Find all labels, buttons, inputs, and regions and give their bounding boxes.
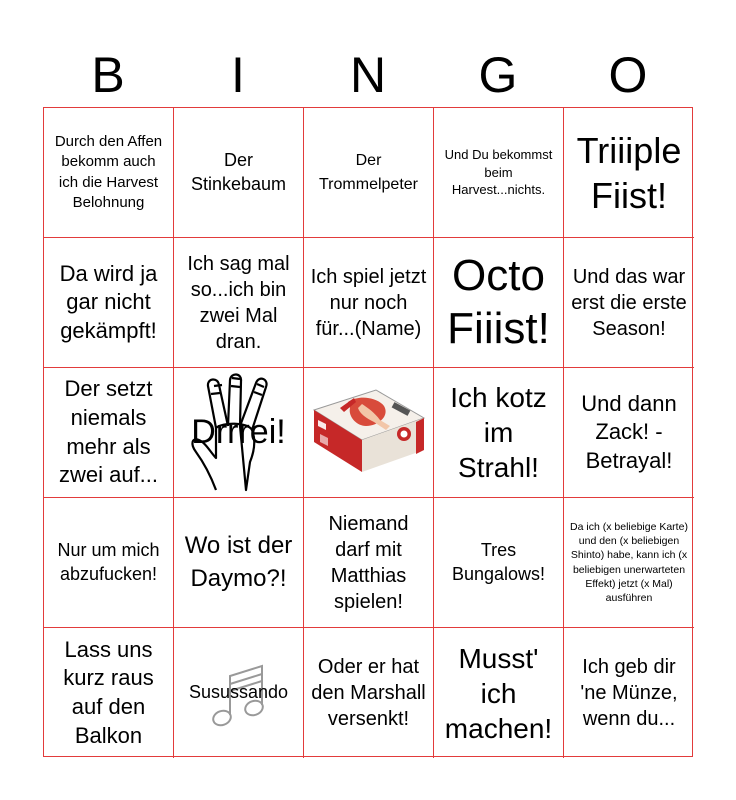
bingo-cell[interactable]: [564, 238, 694, 368]
header-letter-i: I: [231, 47, 245, 103]
cell-text: Wo ist der Daymo?!: [184, 532, 293, 592]
bingo-header: [43, 44, 693, 106]
bingo-cell[interactable]: [44, 498, 174, 628]
bingo-cell[interactable]: [44, 238, 174, 368]
bingo-cell[interactable]: [564, 108, 694, 238]
bingo-cell[interactable]: [44, 368, 174, 498]
bingo-cell[interactable]: [174, 498, 304, 628]
cell-text: Der Trommelpeter: [319, 152, 418, 193]
cell-text: Oder er hat den Marshall versenkt!: [311, 656, 426, 730]
bingo-cell[interactable]: [304, 108, 434, 238]
header-letter-b: B: [91, 47, 125, 103]
cell-text: Ich geb dir 'ne Münze, wenn du...: [580, 656, 678, 730]
cell-text: Octo Fiiist!: [447, 250, 550, 353]
bingo-cell[interactable]: [174, 628, 304, 758]
bingo-cell[interactable]: [174, 238, 304, 368]
cell-text: Niemand darf mit Matthias spielen!: [328, 512, 409, 613]
bingo-cell[interactable]: [434, 498, 564, 628]
bingo-cell[interactable]: [174, 108, 304, 238]
bingo-cell[interactable]: [304, 628, 434, 758]
cell-text: Nur um mich abzufucken!: [57, 540, 160, 584]
cell-text: Musst' ich machen!: [444, 642, 553, 744]
header-letter-n: N: [349, 47, 387, 103]
cell-text: Und dann Zack! - Betrayal!: [581, 390, 677, 473]
cell-text: Durch den Affen bekomm auch ich die Harvest Belohnung: [54, 133, 163, 211]
cell-text: Der Stinkebaum: [190, 150, 287, 194]
cell-text: Der setzt niemals mehr als zwei auf...: [58, 376, 159, 488]
cell-text: Susussando: [188, 682, 289, 703]
bingo-cell[interactable]: [174, 368, 304, 498]
cell-text: Triiiple Fiist!: [576, 129, 682, 216]
bingo-cell[interactable]: [564, 498, 694, 628]
cell-text: Ich sag mal so...ich bin zwei Mal dran.: [187, 252, 290, 353]
bingo-cell[interactable]: [304, 368, 434, 498]
bingo-cell[interactable]: [434, 108, 564, 238]
cell-text: Tres Bungalows!: [451, 540, 546, 584]
bingo-cell[interactable]: [434, 628, 564, 758]
cell-text: Ich spiel jetzt nur noch für...(Name): [310, 265, 427, 340]
bingo-cell[interactable]: [434, 238, 564, 368]
bingo-cell[interactable]: [304, 498, 434, 628]
cell-text: Drrrei!: [191, 412, 286, 451]
board-game-box-image: [304, 368, 434, 498]
cell-text: Und Du bekommst beim Harvest...nichts.: [444, 147, 553, 198]
cell-text: Da wird ja gar nicht gekämpft!: [59, 260, 158, 343]
bingo-cell[interactable]: [304, 238, 434, 368]
bingo-grid: [43, 107, 693, 757]
cell-text: Ich kotz im Strahl!: [450, 382, 547, 483]
bingo-cell[interactable]: [44, 108, 174, 238]
cell-text: Und das war erst die erste Season!: [571, 265, 687, 340]
header-letter-o: O: [608, 47, 648, 103]
bingo-cell[interactable]: [434, 368, 564, 498]
bingo-cell[interactable]: [564, 368, 694, 498]
bingo-cell[interactable]: [564, 628, 694, 758]
header-letter-g: G: [478, 47, 518, 103]
bingo-cell[interactable]: [44, 628, 174, 758]
cell-text: Lass uns kurz raus auf den Balkon: [63, 636, 154, 748]
cell-text: Da ich (x beliebige Karte) und den (x beliebigen Shinto) habe, kann ich (x beliebigen unerwarteten Effekt) jetzt (x Mal) ausführen: [570, 520, 688, 604]
